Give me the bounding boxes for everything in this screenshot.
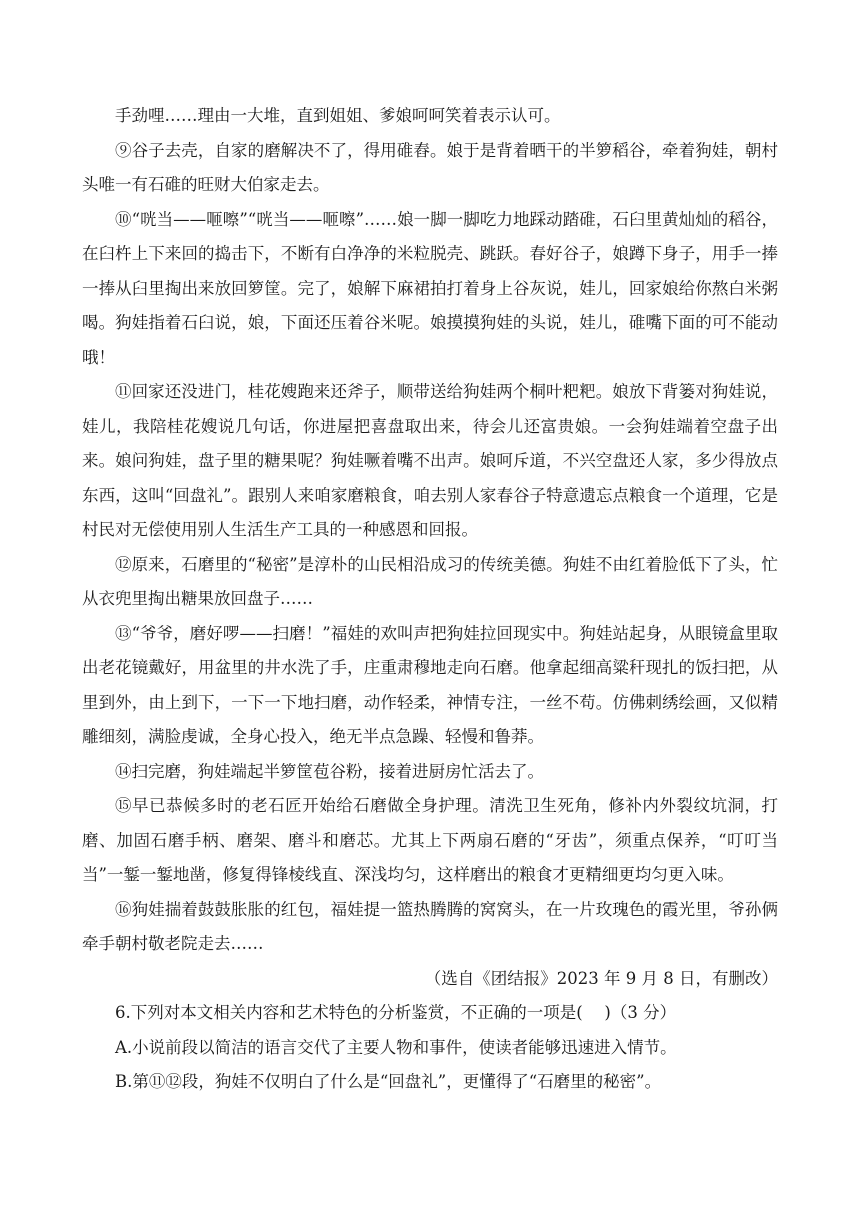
paragraph-12: ⑫原来，石磨里的“秘密”是淳朴的山民相沿成习的传统美德。狗娃不由红着脸低下了头，忙从衣兜里掏出糖果放回盘子…… bbox=[82, 554, 778, 608]
paragraph-10: ⑩“咣当——咂嚓”“咣当——咂嚓”……娘一脚一脚吃力地踩动踏碓，石臼里黄灿灿的稻谷，在臼杵上下来回的捣击下，不断有白净净的米粒脱壳、跳跃。春好谷子，娘蹲下身子，用手一捧一捧从臼里掏出来放回箩筐。完了，娘解下麻裙拍打着身上谷灰说，娃儿，回家娘给你熬白米粥喝。狗娃指着石臼说，娘，下面还压着谷米呢。娘摸摸狗娃的头说，娃儿，碓嘴下面的可不能动哦！ bbox=[82, 209, 778, 367]
paragraph-13: ⑬“爷爷，磨好啰——扫磨！”福娃的欢叫声把狗娃拉回现实中。狗娃站起身，从眼镜盒里取出老花镜戴好，用盆里的井水洗了手，庄重肃穆地走向石磨。他拿起细高粱秆现扎的饭扫把，从里到外，由上到下，一下一下地扫磨，动作轻柔，神情专注，一丝不苟。仿佛刺绣绘画，又似精雕细刻，满脸虔诚，全身心投入，绝无半点急躁、轻慢和鲁莽。 bbox=[82, 623, 778, 746]
question-stem: 6.下列对本文相关内容和艺术特色的分析鉴赏，不正确的一项是( )（3 分） bbox=[115, 1003, 677, 1022]
paragraph-9: ⑨谷子去壳，自家的磨解决不了，得用碓舂。娘于是背着晒干的半箩稻谷，牵着狗娃，朝村头唯一有石碓的旺财大伯家走去。 bbox=[82, 140, 778, 194]
source-citation: （选自《团结报》2023 年 9 月 8 日，有删改） bbox=[424, 968, 778, 988]
paragraph-15: ⑮早已恭候多时的老石匠开始给石磨做全身护理。清洗卫生死角，修补内外裂纹坑洞，打磨、加固石磨手柄、磨架、磨斗和磨芯。尤其上下两扇石磨的“牙齿”，须重点保养，“叮叮当当”一錾一錾地凿，修复得锋棱线直、深浅均匀，这样磨出的粮食才更精细更均匀更入味。 bbox=[82, 796, 778, 884]
option-a: A.小说前段以简洁的语言交代了主要人物和事件，使读者能够迅速进入情节。 bbox=[115, 1037, 677, 1057]
paragraph-8-end: 手劲哩……理由一大堆，直到姐姐、爹娘呵呵笑着表示认可。 bbox=[115, 106, 561, 125]
paragraph-16: ⑯狗娃揣着鼓鼓胀胀的红包，福娃提一篮热腾腾的窝窝头，在一片玫瑰色的霞光里，爷孙俩牵手朝村敬老院走去…… bbox=[82, 899, 778, 953]
option-b: B.第⑪⑫段，狗娃不仅明白了什么是“回盘礼”，更懂得了“石磨里的秘密”。 bbox=[115, 1072, 662, 1091]
paragraph-14: ⑭扫完磨，狗娃端起半箩筐苞谷粉，接着进厨房忙活去了。 bbox=[115, 761, 544, 781]
paragraph-11: ⑪回家还没进门，桂花嫂跑来还斧子，顺带送给狗娃两个桐叶粑粑。娘放下背篓对狗娃说，娃儿，我陪桂花嫂说几句话，你进屋把喜盘取出来，待会儿还富贵娘。一会狗娃端着空盘子出来。娘问狗娃，盘子里的糖果呢？狗娃噘着嘴不出声。娘呵斥道，不兴空盘还人家，多少得放点东西，这叫“回盘礼”。跟别人来咱家磨粮食，咱去别人家春谷子特意遗忘点粮食一个道理，它是村民对无偿使用别人生活生产工具的一种感恩和回报。 bbox=[82, 382, 778, 539]
article-body bbox=[82, 99, 778, 1100]
